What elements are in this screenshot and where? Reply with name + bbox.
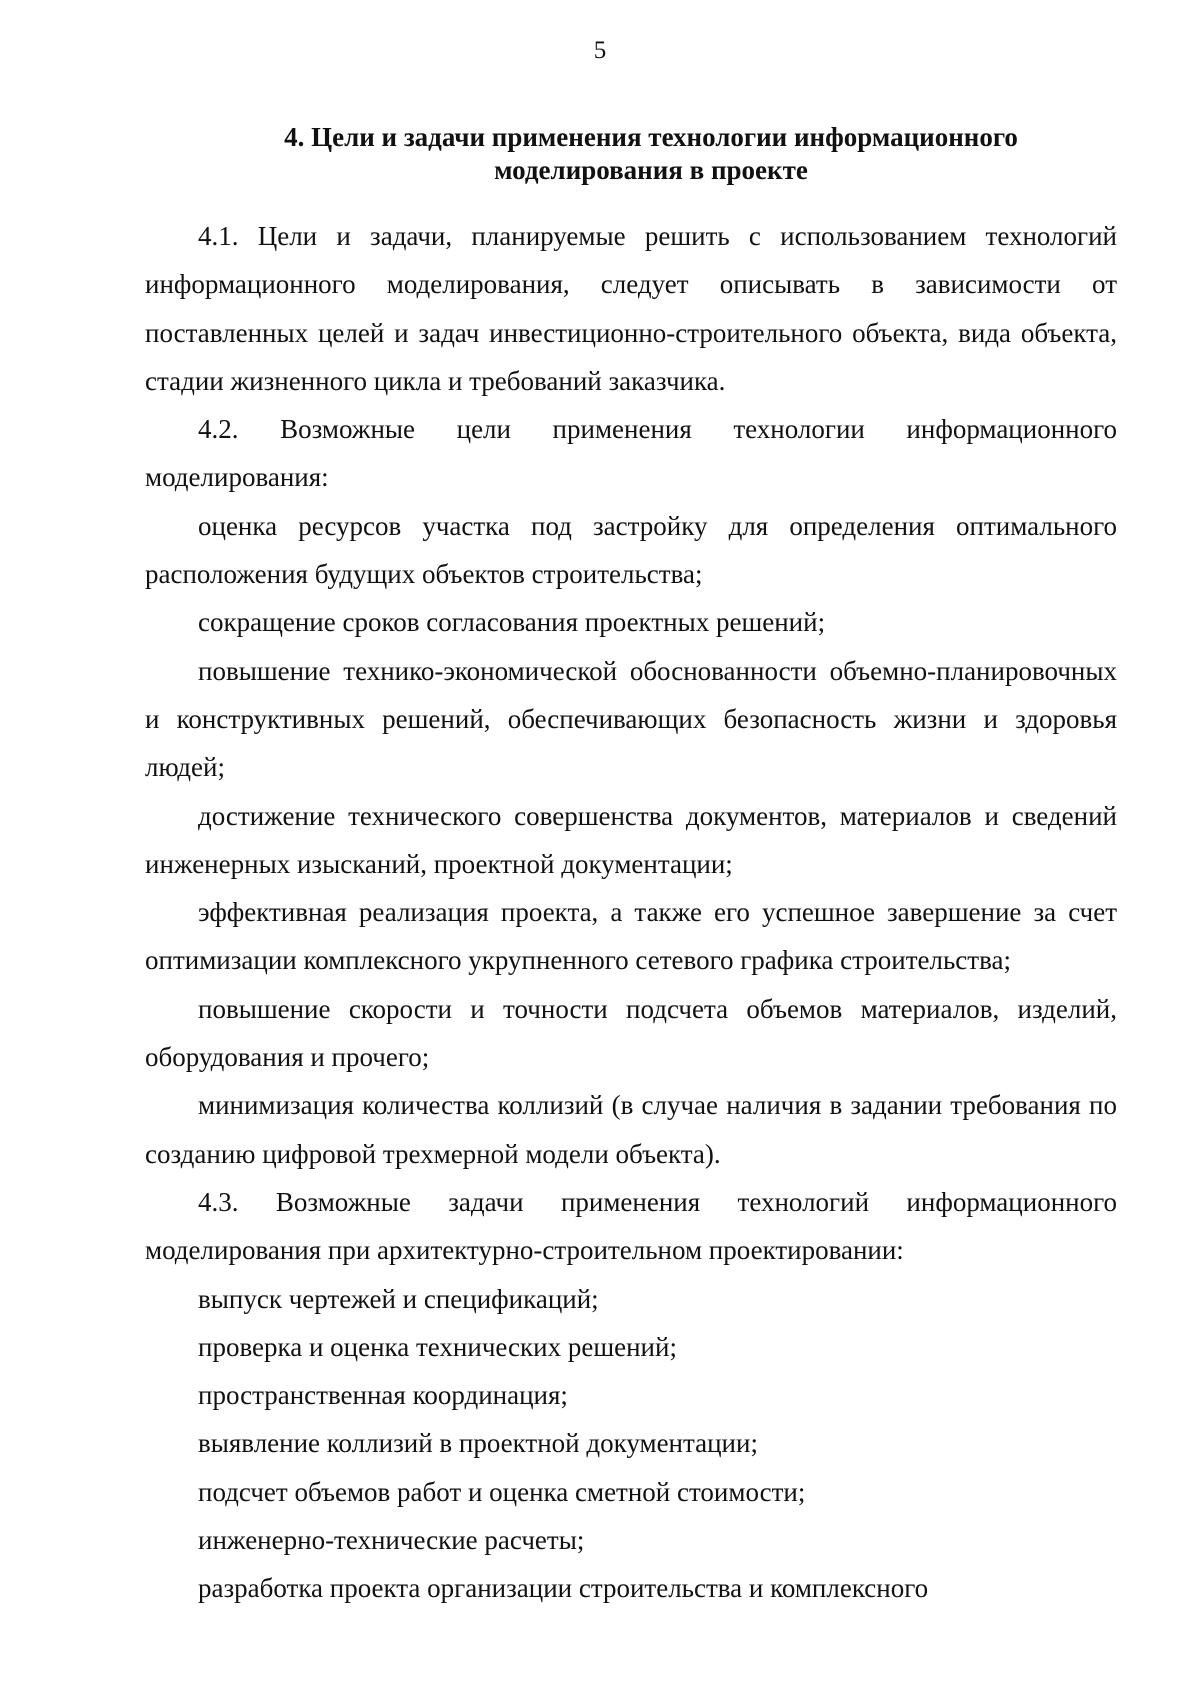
paragraph-4-3: 4.3. Возможные задачи применения технологий информационного моделирования при архитектурно-строительном проектировании: (145, 1186, 1117, 1266)
task-item: проверка и оценка технических решений; (198, 1331, 677, 1362)
section-heading-line-1: 4. Цели и задачи применения технологии информационного (284, 122, 1018, 152)
goal-item: повышение скорости и точности подсчета объемов материалов, изделий, оборудования и прочего; (145, 993, 1117, 1073)
task-item: выпуск чертежей и спецификаций; (198, 1283, 599, 1314)
document-body (145, 212, 1117, 1613)
task-item: подсчет объемов работ и оценка сметной стоимости; (198, 1476, 806, 1507)
goal-item: минимизация количества коллизий (в случае наличия в задании требования по созданию цифровой трехмерной модели объекта). (145, 1090, 1117, 1169)
paragraph-4-2: 4.2. Возможные цели применения технологии информационного моделирования: (145, 414, 1117, 493)
task-item: инженерно-технические расчеты; (198, 1525, 585, 1556)
goal-item: достижение технического совершенства документов, материалов и сведений инженерных изысканий, проектной документации; (145, 800, 1117, 879)
section-heading (220, 121, 1082, 187)
section-heading-line-2: моделирования в проекте (494, 155, 808, 185)
goal-item: эффективная реализация проекта, а также его успешное завершение за счет оптимизации комплексного укрупненного сетевого графика строительства; (145, 897, 1117, 976)
goal-item: сокращение сроков согласования проектных решений; (198, 607, 826, 638)
task-item: разработка проекта организации строительства и комплексного (198, 1573, 929, 1604)
task-item: выявление коллизий в проектной документации; (198, 1428, 758, 1459)
goal-item: оценка ресурсов участка под застройку для определения оптимального расположения будущих объектов строительства; (145, 510, 1117, 590)
page-number: 5 (593, 37, 607, 64)
goal-item: повышение технико-экономической обоснованности объемно-планировочных и конструктивных решений, обеспечивающих безопасность жизни и здоровья людей; (145, 655, 1117, 783)
task-item: пространственная координация; (198, 1380, 568, 1411)
paragraph-4-1: 4.1. Цели и задачи, планируемые решить с использованием технологий информационного моделирования, следует описывать в зависимости от поставленных целей и задач инвестиционно-строительного объекта, вида объекта, стадии жизненного цикла и требований заказчика. (145, 221, 1117, 396)
